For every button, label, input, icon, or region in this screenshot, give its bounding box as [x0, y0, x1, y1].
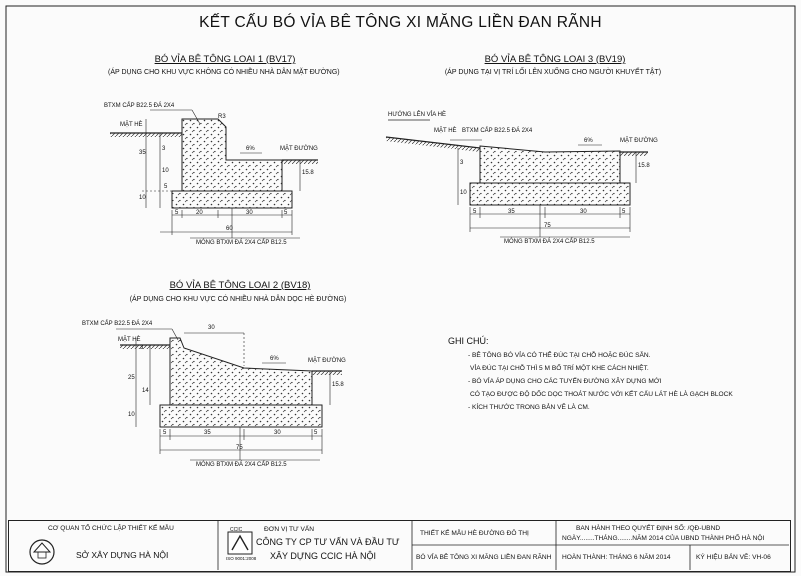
org-label: CƠ QUAN TỔ CHỨC LẬP THIẾT KẾ MẪU — [48, 525, 174, 532]
org-name: SỞ XÂY DỰNG HÀ NỘI — [76, 550, 169, 560]
note-line: - BÓ VỈA ÁP DỤNG CHO CÁC TUYẾN ĐƯỜNG XÂY DỰNG MỚI — [468, 378, 662, 385]
type2-mat-he: MẶT HÈ — [118, 337, 141, 343]
type2-note: (ÁP DỤNG CHO KHU VỰC CÓ NHIỀU NHÀ DÂN DỌC HÈ ĐƯỜNG) — [129, 296, 347, 303]
issued-decision: BAN HÀNH THEO QUYẾT ĐỊNH SỐ: /QĐ-UBND — [576, 525, 721, 532]
note-line: VỈA ĐÚC TẠI CHỖ THÌ 5 M BỐ TRÍ MỘT KHE CÁCH NHIỆT. — [470, 365, 649, 372]
type1-dim: 10 — [139, 195, 146, 201]
type3-mat-he: MẶT HÈ — [434, 128, 457, 134]
note-line: CÓ TẠO ĐƯỢC ĐỘ DỐC DỌC THOÁT NƯỚC VỚI KẾT CẤU LÁT HÈ LÀ GẠCH BLOCK — [470, 391, 733, 398]
type2-dim: 10 — [128, 412, 135, 418]
type3-slope: 6% — [584, 138, 593, 144]
type3-dim: 5 — [473, 209, 477, 215]
type2-concrete-label: BTXM CẤP B22.5 ĐÁ 2X4 — [82, 321, 153, 327]
section-type2-drawing — [116, 329, 342, 460]
type1-dim: 10 — [162, 168, 169, 174]
type3-dim: 5 — [622, 209, 626, 215]
page-title: KẾT CẤU BÓ VỈA BÊ TÔNG XI MĂNG LIỀN ĐAN RÃNH — [199, 14, 602, 31]
type1-concrete-label: BTXM CẤP B22.5 ĐÁ 2X4 — [104, 103, 175, 109]
consult-name-2: XÂY DỰNG CCIC HÀ NỘI — [270, 551, 377, 561]
note-line: - BÊ TÔNG BÓ VỈA CÓ THỂ ĐÚC TẠI CHỖ HOẶC ĐÚC SẴN. — [468, 352, 651, 359]
type3-dim: 75 — [544, 223, 551, 229]
type1-slope: 6% — [246, 146, 255, 152]
type2-dim: 75 — [236, 445, 243, 451]
type1-dim: 3 — [162, 146, 166, 152]
type1-dim: 15.8 — [302, 170, 314, 176]
consult-name-1: CÔNG TY CP TƯ VẤN VÀ ĐẦU TƯ — [256, 537, 400, 547]
section-type3-drawing — [386, 120, 648, 237]
type1-mat-he: MẶT HÈ — [120, 122, 143, 128]
sheet-frame — [6, 6, 795, 572]
type1-foundation: MÓNG BTXM ĐÁ 2X4 CẤP B12.5 — [196, 240, 287, 246]
type1-dim: 5 — [284, 210, 288, 216]
type2-dim-top: 30 — [208, 325, 215, 331]
sheet-number: KÝ HIỆU BẢN VẼ: VH-06 — [696, 554, 771, 561]
type3-dim: 30 — [580, 209, 587, 215]
type2-mat-duong: MẶT ĐƯỜNG — [308, 358, 346, 364]
type2-dim: 5 — [314, 430, 318, 436]
type3-heading: BÓ VỈA BÊ TÔNG LOẠI 3 (BV19) — [484, 54, 626, 65]
type1-radius: R3 — [218, 114, 226, 120]
type1-dim: 5 — [175, 210, 179, 216]
type3-concrete-label: BTXM CẤP B22.5 ĐÁ 2X4 — [462, 128, 533, 134]
type3-foundation: MÓNG BTXM ĐÁ 2X4 CẤP B12.5 — [504, 239, 595, 245]
type2-heading: BÓ VỈA BÊ TÔNG LOẠI 2 (BV18) — [169, 280, 311, 291]
type3-dim: 35 — [508, 209, 515, 215]
type2-dim: 35 — [204, 430, 211, 436]
type2-dim: 3 — [140, 345, 144, 351]
note-line: - KÍCH THƯỚC TRONG BẢN VẼ LÀ CM. — [468, 404, 590, 411]
type2-dim: 30 — [274, 430, 281, 436]
type1-heading: BÓ VỈA BÊ TÔNG LOẠI 1 (BV17) — [154, 54, 296, 65]
design-name: THIẾT KẾ MẪU HÈ ĐƯỜNG ĐÔ THỊ — [420, 530, 529, 537]
drawing-name: BÓ VỈA BÊ TÔNG XI MĂNG LIỀN ĐAN RÃNH — [416, 554, 552, 561]
type1-mat-duong: MẶT ĐƯỜNG — [280, 146, 318, 152]
type1-dim: 35 — [139, 150, 146, 156]
type2-slope: 6% — [270, 356, 279, 362]
type2-foundation: MÓNG BTXM ĐÁ 2X4 CẤP B12.5 — [196, 462, 287, 468]
type1-dim: 20 — [196, 210, 203, 216]
type2-dim: 15.8 — [332, 382, 344, 388]
notes-heading: GHI CHÚ: — [448, 336, 489, 346]
completed-date: HOÀN THÀNH: THÁNG 6 NĂM 2014 — [562, 554, 671, 561]
type3-direction: HƯỚNG LÊN VỈA HÈ — [388, 112, 446, 118]
type1-dim: 30 — [246, 210, 253, 216]
section-type1-drawing — [110, 110, 318, 238]
ccic-logo-text: CCIC — [230, 527, 243, 533]
type3-dim: 10 — [460, 190, 467, 196]
iso-label: ISO 9001:2008 — [226, 556, 257, 561]
type2-dim: 25 — [128, 375, 135, 381]
consult-label: ĐƠN VỊ TƯ VẤN — [264, 526, 315, 533]
type3-dim: 3 — [460, 160, 464, 166]
type2-dim: 5 — [163, 430, 167, 436]
type3-dim: 15.8 — [638, 163, 650, 169]
type1-dim: 60 — [226, 226, 233, 232]
type1-note: (ÁP DỤNG CHO KHU VỰC KHÔNG CÓ NHIỀU NHÀ DÂN MẶT ĐƯỜNG) — [108, 69, 340, 76]
type1-dim: 5 — [164, 184, 168, 190]
type2-dim: 14 — [142, 388, 149, 394]
type3-mat-duong: MẶT ĐƯỜNG — [620, 138, 658, 144]
type3-note: (ÁP DỤNG TẠI VỊ TRÍ LỐI LÊN XUỐNG CHO NGƯỜI KHUYẾT TẬT) — [444, 69, 662, 76]
issued-date: NGÀY........THÁNG........NĂM 2014 CỦA UBND THÀNH PHỐ HÀ NỘI — [562, 535, 765, 542]
